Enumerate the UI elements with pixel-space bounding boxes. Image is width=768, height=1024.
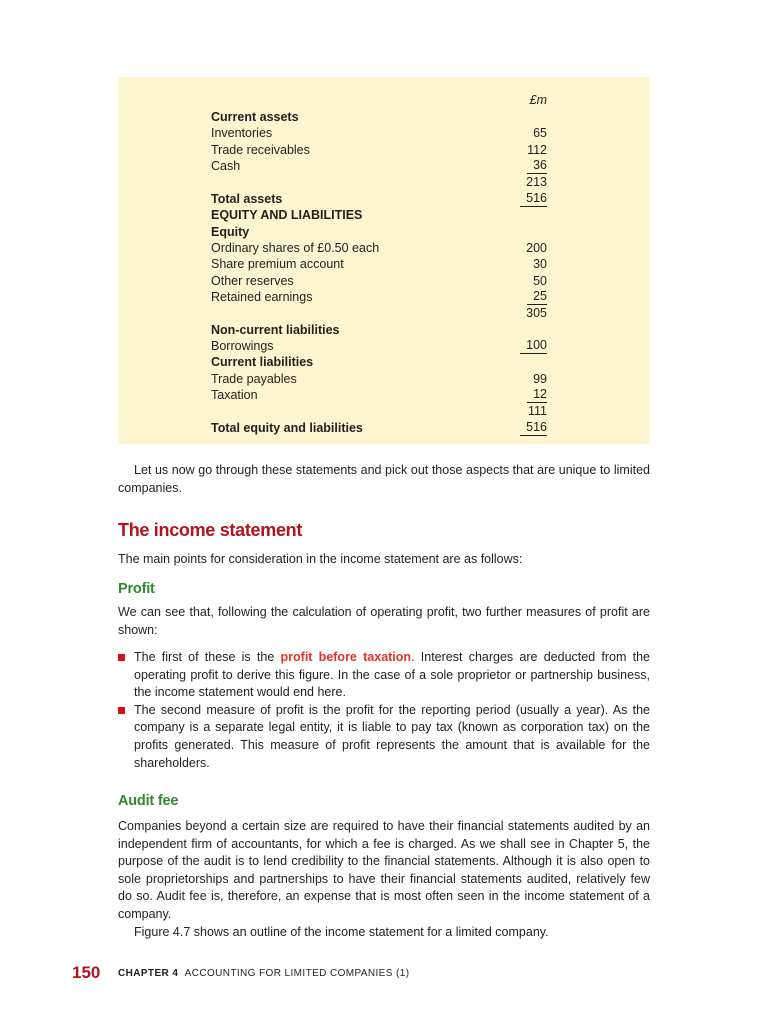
balance-sheet-row [211,354,547,370]
page-number: 150 [72,963,101,982]
balance-sheet-row [211,338,547,354]
row-value: 65 [533,126,547,141]
currency-label: £m [529,93,547,107]
row-label: Non-current liabilities [211,322,340,337]
balance-sheet-row [211,289,547,305]
row-value: 213 [526,175,547,190]
row-value: 50 [533,273,547,288]
square-bullet-icon [118,707,125,714]
balance-sheet-row [211,387,547,403]
balance-sheet-row [211,273,547,289]
square-bullet-icon [118,654,125,661]
balance-sheet-row [211,403,547,419]
balance-sheet-row [211,158,547,174]
balance-sheet-row [211,207,547,223]
balance-sheet-row [211,322,547,338]
row-label: Other reserves [211,273,294,288]
row-label: Total assets [211,191,283,206]
row-label: Inventories [211,126,273,141]
balance-sheet-row [211,109,547,125]
row-label: Current assets [211,110,299,124]
row-value: 112 [527,142,547,157]
row-value: 200 [526,240,547,255]
audit-fee-paragraph: Companies beyond a certain size are required to have their financial statements audited by an independent firm of accountants, for which a fee is charged. As we shall see in Chapter 5, the purpose of the audit is to lend credibility to the financial statements. Although it is also open to sole proprietorships and partnerships to have their financial statements audited, relatively few do so. Audit fee is, therefore, an expense that is most often seen in the income statement of a company. [118,819,650,921]
profit-heading: Profit [118,581,155,597]
row-value: 12 [527,387,547,403]
row-value: 100 [520,338,547,354]
bullet2-text: The second measure of profit is the profit for the reporting period (usually a year). As the company is a separate legal entity, it is liable to pay tax (known as corporation tax) on the profits generated. This measure of profit represents the amount that is available for the shareholders. [134,702,650,770]
profit-bullet-list [118,649,650,772]
balance-sheet-panel [118,77,650,444]
row-label: Trade payables [211,371,297,386]
row-label: Taxation [211,388,258,402]
row-label: Retained earnings [211,289,313,304]
balance-sheet-row [211,256,547,272]
balance-sheet-row [211,371,547,387]
row-label: Equity [211,224,250,239]
row-value: 516 [520,420,547,436]
bullet-item [118,649,650,702]
balance-sheet-row [211,191,547,207]
chapter-title: ACCOUNTING FOR LIMITED COMPANIES (1) [184,968,410,979]
row-label: Total equity and liabilities [211,420,363,435]
figure-reference-paragraph: Figure 4.7 shows an outline of the income statement for a limited company. [134,925,549,939]
row-value: 36 [527,158,547,174]
balance-sheet-row [211,240,547,256]
row-label: Current liabilities [211,355,314,370]
profit-intro: We can see that, following the calculation of operating profit, two further measures of profit are shown: [118,605,650,637]
running-footer [118,967,409,981]
row-value: 99 [533,371,547,386]
balance-sheet-row [211,224,547,240]
key-term: profit before taxation [280,650,412,664]
balance-sheet-row [211,420,547,436]
balance-sheet-row [211,142,547,158]
audit-fee-heading: Audit fee [118,793,179,809]
row-value: 25 [527,289,547,305]
chapter-label: CHAPTER 4 [118,968,179,979]
row-label: Trade receivables [211,142,310,157]
row-value: 111 [527,404,547,419]
bullet-item [118,702,650,772]
row-value: 305 [526,306,547,321]
balance-sheet-row [211,305,547,321]
row-label: Cash [211,159,241,174]
row-label: EQUITY AND LIABILITIES [211,208,363,223]
balance-sheet-row [211,174,547,190]
row-value: 516 [520,191,547,207]
currency-row [211,92,547,108]
bullet1-after: . Interest charges are deducted from the operating profit to derive this figure. In the case of a sole proprietor or partnership business, the income statement would end here. [134,650,650,700]
row-label: Borrowings [211,338,274,353]
intro-paragraph: Let us now go through these statements and pick out those aspects that are unique to limited companies. [118,463,650,495]
row-label: Ordinary shares of £0.50 each [211,240,380,255]
bullet1-before: The first of these is the [134,650,281,664]
section-intro: The main points for consideration in the income statement are as follows: [118,552,523,566]
row-value: 30 [533,257,547,272]
section-heading: The income statement [118,520,303,540]
row-label: Share premium account [211,257,344,272]
balance-sheet-row [211,125,547,141]
